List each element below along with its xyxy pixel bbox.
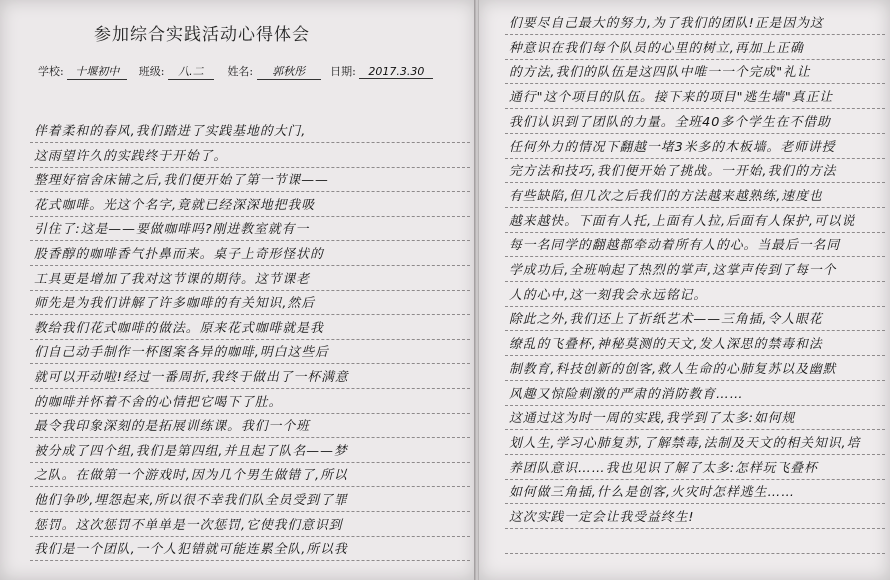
handwritten-line: 如何做三角插,什么是创客,火灾时怎样逃生…… bbox=[509, 485, 796, 501]
ruled-line bbox=[30, 290, 470, 291]
handwritten-line: 养团队意识……我也见识了解了太多:怎样玩飞叠杯 bbox=[509, 460, 818, 476]
ruled-line bbox=[30, 511, 470, 512]
handwritten-line: 最令我印象深刻的是拓展训练课。我们一个班 bbox=[34, 419, 310, 435]
handwritten-line: 整理好宿舍床铺之后,我们便开始了第一节课—— bbox=[34, 173, 329, 189]
handwritten-line: 这通过这为时一周的实践,我学到了太多:如何规 bbox=[509, 411, 796, 427]
handwritten-line: 每一名同学的翻越都牵动着所有人的心。当最后一名同 bbox=[509, 238, 841, 254]
right-page bbox=[479, 0, 890, 580]
ruled-line bbox=[505, 59, 885, 60]
class-value: 八.二 bbox=[168, 63, 214, 80]
handwritten-line: 学成功后,全班响起了热烈的掌声,这掌声传到了每一个 bbox=[509, 263, 837, 278]
ruled-line bbox=[505, 83, 885, 84]
handwritten-line: 这次实践一定会让我受益终生! bbox=[509, 510, 695, 525]
school-value: 十堰初中 bbox=[67, 63, 127, 80]
handwritten-line: 惩罚。这次惩罚不单单是一次惩罚,它使我们意识到 bbox=[34, 517, 343, 533]
ruled-line bbox=[30, 167, 470, 168]
name-value: 郭秋彤 bbox=[257, 63, 321, 80]
ruled-line bbox=[30, 388, 470, 389]
ruled-line bbox=[505, 479, 885, 480]
handwritten-line: 的咖啡并怀着不舍的心情把它喝下了肚。 bbox=[34, 394, 283, 410]
handwritten-line: 人的心中,这一刻我会永远铭记。 bbox=[509, 287, 708, 303]
handwritten-line: 任何外力的情况下翻越一堵3米多的木板墙。老师讲授 bbox=[509, 139, 836, 155]
ruled-line bbox=[30, 240, 470, 241]
handwritten-line: 之队。在做第一个游戏时,因为几个男生做错了,所以 bbox=[34, 468, 348, 484]
essay-title: 参加综合实践活动心得体会 bbox=[94, 25, 310, 45]
class-label: 班级: bbox=[138, 65, 165, 78]
date-label: 日期: bbox=[330, 65, 356, 78]
handwritten-line: 的方法,我们的队伍是这四队中唯一一个完成"礼让 bbox=[509, 65, 811, 81]
handwritten-line: 制教育,科技创新的创客,救人生命的心肺复苏以及幽默 bbox=[509, 361, 837, 377]
handwritten-line: 划人生,学习心肺复苏,了解禁毒,法制及天文的相关知识,培 bbox=[509, 435, 861, 451]
date-value: 2017.3.30 bbox=[359, 65, 433, 79]
ruled-line bbox=[30, 216, 470, 217]
handwritten-line: 越来越快。下面有人托,上面有人拉,后面有人保护,可以说 bbox=[509, 213, 856, 229]
ruled-line bbox=[505, 232, 885, 233]
ruled-line bbox=[30, 486, 470, 487]
handwritten-line: 师先是为我们讲解了许多咖啡的有关知识,然后 bbox=[34, 296, 316, 312]
handwritten-line: 被分成了四个组,我们是第四组,并且起了队名——梦 bbox=[34, 443, 348, 459]
handwritten-line: 们自己动手制作一杯图案各异的咖啡,明白这些后 bbox=[34, 345, 329, 361]
handwritten-line: 种意识在我们每个队员的心里的树立,再加上正确 bbox=[509, 40, 804, 56]
handwritten-line: 教给我们花式咖啡的做法。原来花式咖啡就是我 bbox=[34, 320, 324, 336]
ruled-line bbox=[30, 191, 470, 192]
ruled-line bbox=[30, 536, 470, 537]
handwritten-line: 有些缺陷,但几次之后我们的方法越来越熟练,速度也 bbox=[509, 188, 823, 204]
handwritten-line: 通行"这个项目的队伍。接下来的项目"逃生墙"真正让 bbox=[509, 90, 834, 106]
handwritten-line: 引住了:这是——要做咖啡吗?刚进教室就有一 bbox=[34, 222, 310, 238]
handwritten-line: 就可以开动啦!经过一番周折,我终于做出了一杯满意 bbox=[34, 370, 349, 385]
handwritten-line: 们要尽自己最大的努力,为了我们的团队!正是因为这 bbox=[509, 16, 824, 31]
handwritten-line bbox=[509, 531, 885, 555]
ruled-line bbox=[505, 256, 885, 257]
ruled-line bbox=[30, 560, 470, 561]
ruled-line bbox=[30, 339, 470, 340]
ruled-line bbox=[505, 281, 885, 282]
ruled-line bbox=[505, 380, 885, 381]
handwritten-line: 这雨望许久的实践终于开始了。 bbox=[34, 148, 228, 164]
ruled-line bbox=[505, 405, 885, 406]
ruled-line bbox=[30, 462, 470, 463]
school-label: 学校: bbox=[38, 65, 64, 78]
handwritten-line: 我们是一个团队,一个人犯错就可能连累全队,所以我 bbox=[34, 542, 348, 558]
ruled-line bbox=[505, 355, 885, 356]
ruled-line bbox=[30, 265, 470, 266]
handwritten-line: 伴着柔和的春风,我们踏进了实践基地的大门, bbox=[34, 124, 307, 139]
ruled-line bbox=[505, 158, 885, 159]
ruled-line bbox=[30, 363, 470, 364]
ruled-line bbox=[505, 503, 885, 504]
ruled-line bbox=[505, 34, 885, 35]
handwritten-line: 缭乱的飞叠杯,神秘莫测的天文,发人深思的禁毒和法 bbox=[509, 337, 823, 353]
handwritten-line: 他们争吵,埋怨起来,所以很不幸我们队全员受到了罪 bbox=[34, 493, 348, 508]
ruled-line bbox=[505, 133, 885, 134]
ruled-line bbox=[505, 207, 885, 208]
ruled-line bbox=[505, 553, 885, 554]
name-label: 姓名: bbox=[227, 65, 254, 78]
ruled-line bbox=[30, 413, 470, 414]
handwritten-line: 完方法和技巧,我们便开始了挑战。一开始,我们的方法 bbox=[509, 164, 837, 180]
handwritten-line: 股香醇的咖啡香气扑鼻而来。桌子上奇形怪状的 bbox=[34, 247, 324, 262]
ruled-line bbox=[505, 182, 885, 183]
handwritten-line: 风趣又惊险刺激的严肃的消防教育…… bbox=[509, 386, 744, 402]
ruled-line bbox=[30, 437, 470, 438]
ruled-line bbox=[30, 142, 470, 143]
handwritten-line: 除此之外,我们还上了折纸艺术——三角插,令人眼花 bbox=[509, 312, 823, 328]
handwritten-line: 花式咖啡。光这个名字,竟就已经深深地把我吸 bbox=[34, 197, 316, 213]
handwritten-line: 工具更是增加了我对这节课的期待。这节课老 bbox=[34, 271, 310, 287]
ruled-line bbox=[505, 108, 885, 109]
ruled-line bbox=[30, 314, 470, 315]
right-writing-area bbox=[479, 0, 890, 580]
ruled-line bbox=[505, 330, 885, 331]
ruled-line bbox=[505, 306, 885, 307]
handwritten-line: 我们认识到了团队的力量。全班40多个学生在不借助 bbox=[509, 114, 831, 130]
ruled-line bbox=[505, 429, 885, 430]
ruled-line bbox=[505, 454, 885, 455]
ruled-line bbox=[505, 528, 885, 529]
